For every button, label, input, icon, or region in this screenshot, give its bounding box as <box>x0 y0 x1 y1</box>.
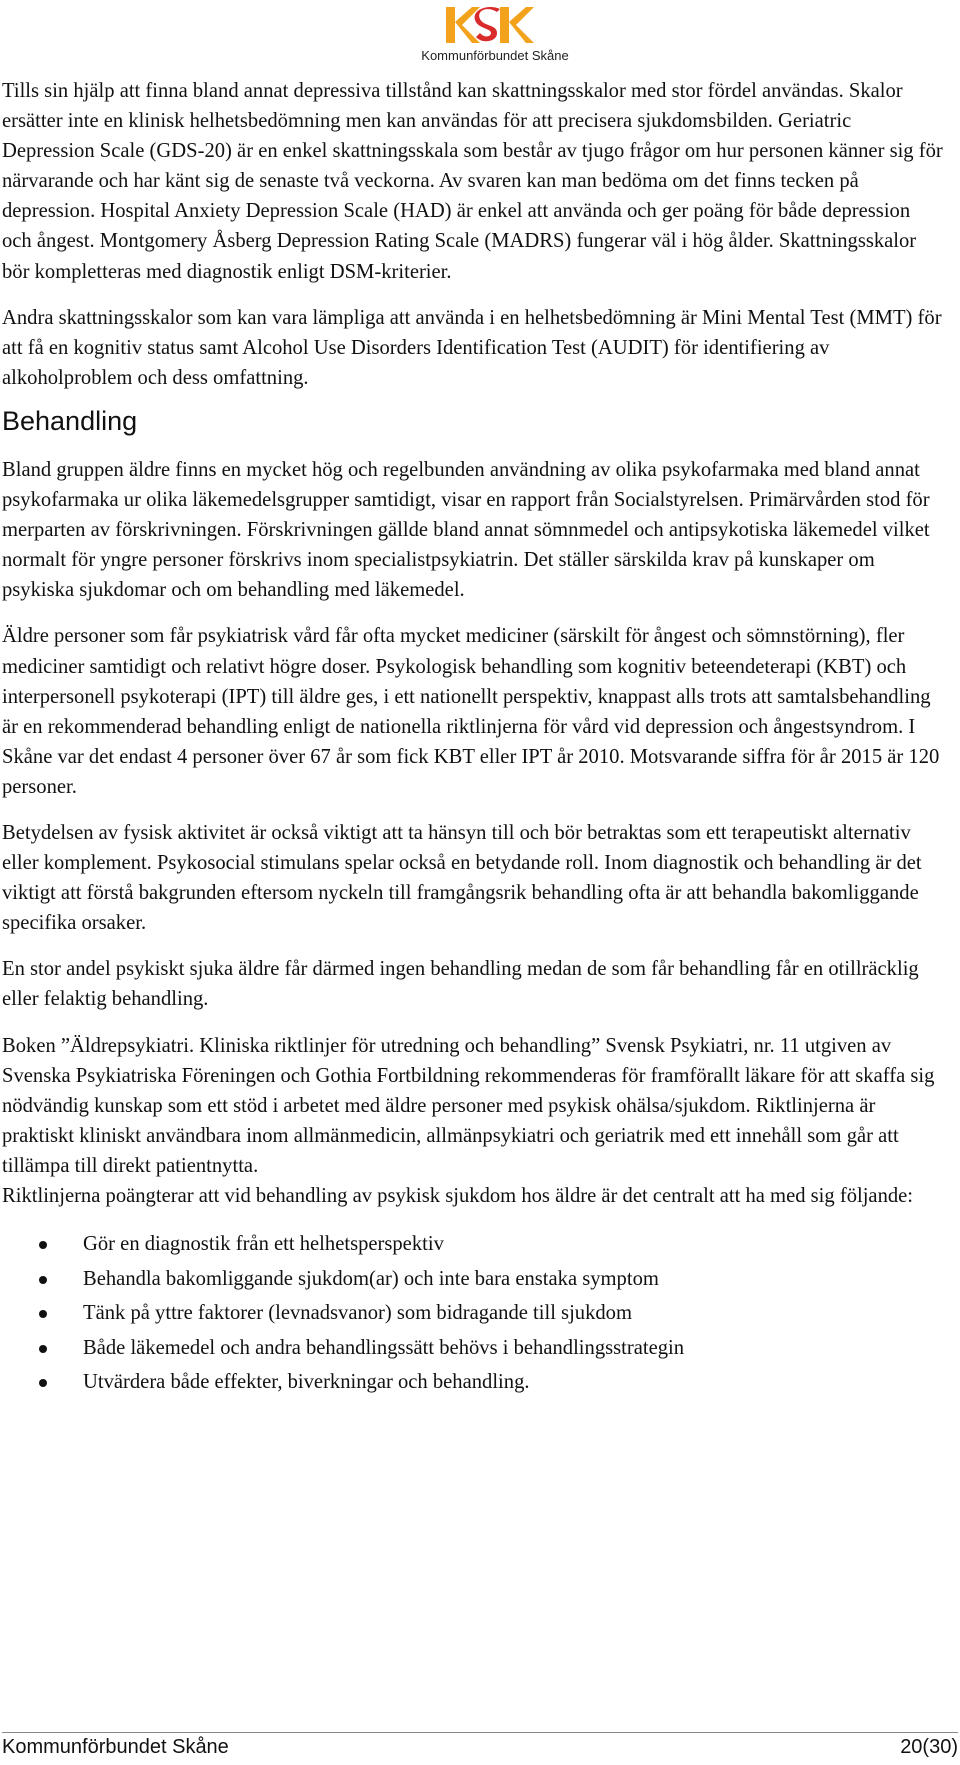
paragraph-guidelines-intro: Riktlinjerna poängterar att vid behandling av psykisk sjukdom hos äldre är det centralt att ha med sig följande: <box>2 1185 914 1207</box>
paragraph-physical-activity: Betydelsen av fysisk aktivitet är också viktigt att ta hänsyn till och bör betraktas som ett terapeutiskt alternativ eller komplement. Psykosocial stimulans spelar också en betydande roll. Inom diagnostik och behandling är det viktigt att förstå bakgrunden eftersom nyckeln till framgångsrik behandling ofta är att behandla bakomliggande specifika orsaker. <box>2 821 922 935</box>
header-org-name: Kommunförbundet Skåne <box>421 48 569 63</box>
page-footer <box>2 1732 958 1760</box>
paragraph-rating-scales: Tills sin hjälp att finna bland annat depressiva tillstånd kan skattningsskalor med stor fördel användas. Skalor ersätter inte en klinisk helhetsbedömning men kan användas för att precisera sjukdomsbilden. Geriatric Depression Scale (GDS-20) är en enkel skattningsskala som består av tjugo frågor om hur personen känner sig för närvarande och har känt sig de senaste två veckorna. Av svaren kan man bedöma om det finns tecken på depression. Hospital Anxiety Depression Scale (HAD) är enkel att använda och ger poäng för både depression och ångest. Montgomery Åsberg Depression Rating Scale (MADRS) fungerar väl i hög ålder. Skattningsskalor bör kompletteras med diagnostik enligt DSM-kriterier. <box>2 80 943 283</box>
guidelines-list <box>2 1227 944 1400</box>
bullet-icon <box>39 1241 47 1249</box>
footer-divider <box>2 1732 958 1733</box>
header-logo <box>400 4 590 66</box>
paragraph-elderly-medication: Äldre personer som får psykiatrisk vård får ofta mycket mediciner (särskilt för ångest och sömnstörning), fler mediciner samtidigt och relativt högre doser. Psykologisk behandling som kognitiv beteendeterapi (KBT) och interpersonell psykoterapi (IPT) till äldre ges, i ett nationellt perspektiv, knappast alls trots att samtalsbehandling är en rekommenderad behandling enligt de nationella riktlinjerna för vård vid depression och ångestsyndrom. I Skåne var det endast 4 personer över 67 år som fick KBT eller IPT år 2010. Motsvarande siffra för år 2015 är 120 personer. <box>2 625 940 798</box>
document-body <box>2 76 944 1400</box>
list-item: Gör en diagnostik från ett helhetsperspektiv <box>2 1227 944 1262</box>
bullet-icon <box>39 1310 47 1318</box>
bullet-icon <box>39 1345 47 1353</box>
list-item: Behandla bakomliggande sjukdom(ar) och inte bara enstaka symptom <box>2 1262 944 1297</box>
list-item: Utvärdera både effekter, biverkningar och behandling. <box>2 1365 944 1400</box>
list-item: Tänk på yttre faktorer (levnadsvanor) som bidragande till sjukdom <box>2 1296 944 1331</box>
section-heading-behandling: Behandling <box>2 405 138 436</box>
paragraph-treatment-gap: En stor andel psykiskt sjuka äldre får därmed ingen behandling medan de som får behandling får en otillräcklig eller felaktig behandling. <box>2 958 919 1011</box>
footer-org-name: Kommunförbundet Skåne <box>2 1736 229 1758</box>
page-number: 20(30) <box>900 1736 958 1758</box>
paragraph-psychopharmaca: Bland gruppen äldre finns en mycket hög och regelbunden användning av olika psykofarmaka med bland annat psykofarmaka ur olika läkemedelsgrupper samtidigt, visar en rapport från Socialstyrelsen. Primärvården stod för merparten av förskrivningen. Förskrivningen gällde bland annat sömnmedel och antipsykotiska läkemedel vilket normalt för yngre personer förskrivs inom specialistpsykiatrin. Det ställer särskilda krav på kunskaper om psykiska sjukdomar och om behandling med läkemedel. <box>2 458 930 602</box>
paragraph-book-recommendation: Boken ”Äldrepsykiatri. Kliniska riktlinjer för utredning och behandling” Svensk Psykiatri, nr. 11 utgiven av Svenska Psykiatriska Föreningen och Gothia Fortbildning rekommenderas för framförallt läkare för att skaffa sig nödvändig kunskap som ett stöd i arbetet med äldre personer med psykisk ohälsa/sjukdom. Riktlinjerna är praktiskt kliniskt användbara inom allmänmedicin, allmänpsykiatri och geriatrik med ett innehåll som går att tillämpa till direkt patientnytta. <box>2 1034 935 1177</box>
paragraph-other-scales: Andra skattningsskalor som kan vara lämpliga att använda i en helhetsbedömning är Mini Mental Test (MMT) för att få en kognitiv status samt Alcohol Use Disorders Identification Test (AUDIT) för identifiering av alkoholproblem och dess omfattning. <box>2 306 942 389</box>
bullet-icon <box>39 1276 47 1284</box>
bullet-icon <box>39 1379 47 1387</box>
ksk-logo-icon <box>400 4 590 48</box>
list-item: Både läkemedel och andra behandlingssätt behövs i behandlingsstrategin <box>2 1331 944 1366</box>
